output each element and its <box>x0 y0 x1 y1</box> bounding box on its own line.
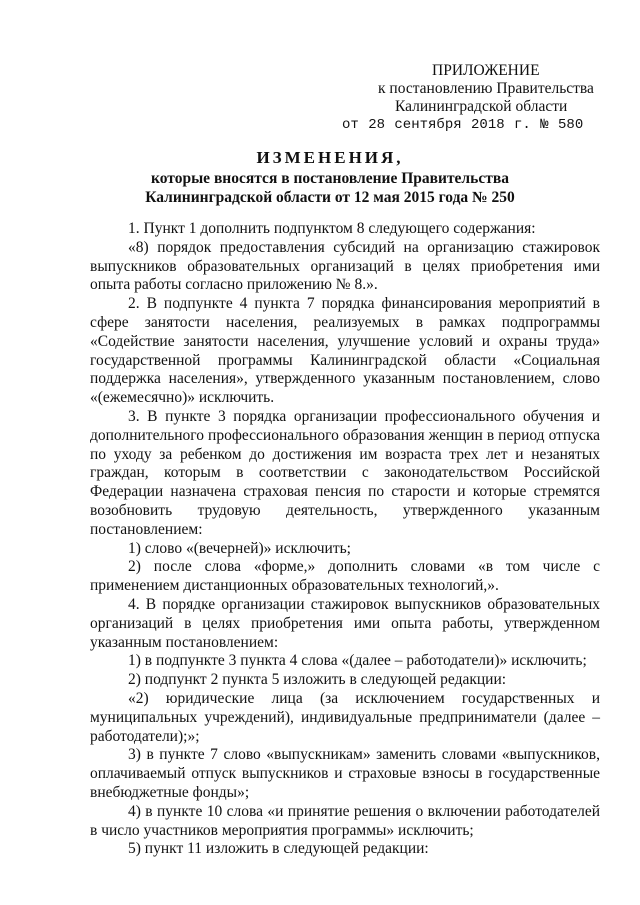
document-body <box>90 220 600 859</box>
heading-line-2: которые вносятся в постановление Правительства <box>151 170 509 187</box>
paragraph-3-item-2: 2) после слова «форме,» дополнить словами «в том числе с применением дистанционных образовательных технологий,». <box>90 558 600 595</box>
heading-title: ИЗМЕНЕНИЯ, <box>256 148 404 167</box>
appendix-title: ПРИЛОЖЕНИЕ <box>432 62 540 79</box>
paragraph-4-item-1: 1) в подпункте 3 пункта 4 слова «(далее – работодатели)» исключить; <box>128 652 587 670</box>
appendix-line-3: Калининградской области <box>395 98 568 115</box>
appendix-line-2: к постановлению Правительства <box>378 80 594 97</box>
paragraph-2: 2. В подпункте 4 пункта 7 порядка финансирования мероприятий в сфере занятости населения, реализуемых в рамках подпрограммы «Содействие занятости населения, улучшение условий и охраны труда» государственной программы Калининградской области «Социальная поддержка населения», утвержденного указанным постановлением, слово «(ежемесячно)» исключить. <box>90 295 600 407</box>
paragraph-4-item-3: 3) в пункте 7 слово «выпускникам» заменить словами «выпускников, оплачиваемый отпуск выпускников и страховые взносы в государственные внебюджетные фонды»; <box>90 746 600 801</box>
paragraph-3: 3. В пункте 3 порядка организации профессионального обучения и дополнительного профессионального образования женщин в период отпуска по уходу за ребенком до достижения им возраста трех лет и незанятых граждан, которым в соответствии с законодательством Российской Федерации назначена страховая пенсия по старости и которые стремятся возобновить трудовую деятельность, утвержденного указанным постановлением: <box>90 407 600 538</box>
paragraph-4-item-2-quote: «2) юридические лица (за исключением государственных и муниципальных учреждений), индивидуальные предприниматели (далее – работодатели);»; <box>90 689 600 745</box>
paragraph-4-item-2: 2) подпункт 2 пункта 5 изложить в следующей редакции: <box>128 671 507 689</box>
paragraph-1: 1. Пункт 1 дополнить подпунктом 8 следующего содержания: <box>128 220 536 237</box>
paragraph-4-item-5: 5) пункт 11 изложить в следующей редакции: <box>128 840 429 858</box>
appendix-header <box>340 62 610 134</box>
document-heading <box>100 147 560 207</box>
paragraph-1-text: «8) порядок предоставления субсидий на организацию стажировок выпускников образовательных организаций в целях приобретения ими опыта работы согласно приложению № 8.». <box>90 238 600 294</box>
paragraph-4-item-4: 4) в пункте 10 слова «и принятие решения о включении работодателей в число участников мероприятия программы» исключить; <box>90 802 600 839</box>
paragraph-3-item-1: 1) слово «(вечерней)» исключить; <box>128 539 351 557</box>
paragraph-4: 4. В порядке организации стажировок выпускников образовательных организаций в целях приобретения ими опыта работы, утвержденном указанным постановлением: <box>90 595 600 651</box>
appendix-date-number: от 28 сентября 2018 г. № 580 <box>342 117 584 133</box>
heading-line-3: Калининградской области от 12 мая 2015 года № 250 <box>145 189 515 206</box>
